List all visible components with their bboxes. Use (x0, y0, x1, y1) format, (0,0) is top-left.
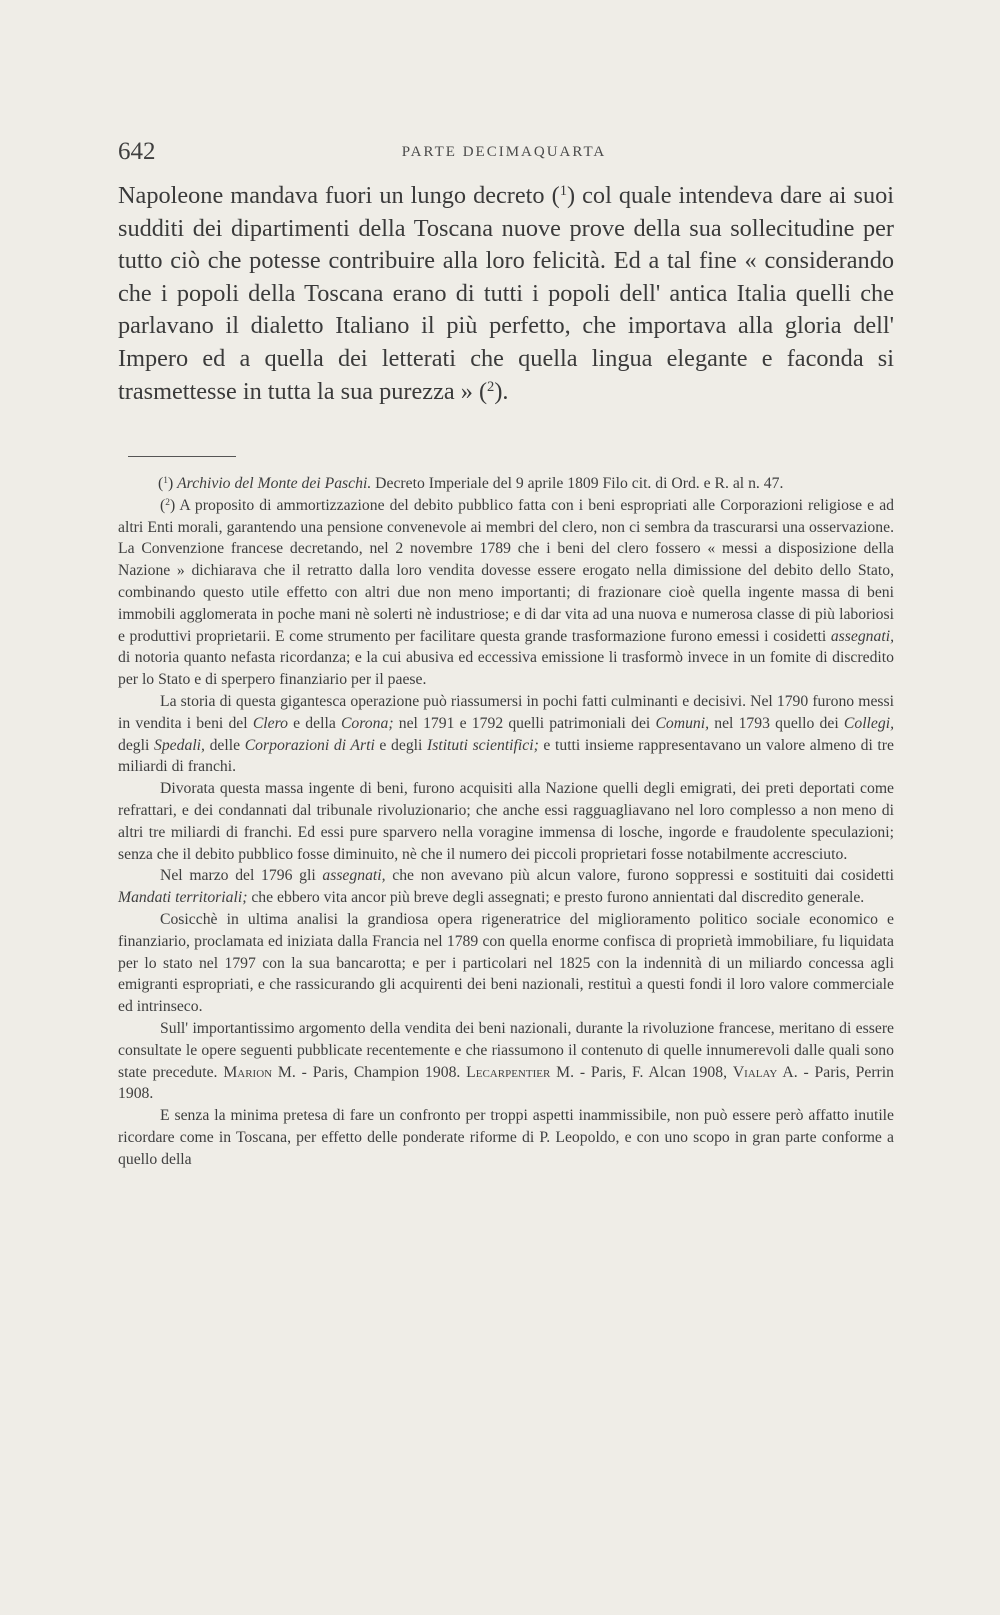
text-run: delle (204, 736, 245, 754)
text-run: e tutti insieme rappresentavano un valore almeno di tre miliardi di franchi. (118, 736, 894, 776)
text-run: Napoleone mandava fuori un lungo decreto ( (118, 182, 560, 209)
italic-text: Archivio del Monte dei Paschi. (177, 475, 372, 492)
text-run: nel 1791 e 1792 quelli patrimoniali dei (393, 714, 656, 732)
text-run: Divorata questa massa ingente di beni, furono acquisiti alla Nazione quelli degli emigrati, dei preti deportati come refrattari, e dei condannati dal tribunale rivoluzionario; che anche essi ragguagliavano nel loro complesso a non meno di altri tre miliardi di franchi. Ed essi pure sparvero nella voragine immensa di losche, ingorde e fraudolente speculazioni; senza che il debito pubblico fosse diminuito, nè che il numero dei piccoli proprietari fosse notabilmente accresciuto. (118, 780, 894, 863)
text-run: ( (160, 496, 166, 514)
text-run: nel 1793 quello dei (709, 714, 844, 732)
italic-text: Istituti scientifici; (427, 736, 539, 754)
footnote-2-para-4 (118, 865, 894, 909)
footnote-2-para-3 (118, 778, 894, 865)
italic-text: Spedali, (153, 736, 205, 754)
small-caps-name: Lecarpentier (466, 1063, 551, 1081)
footnote-2-para-5 (118, 909, 894, 1018)
text-run: M. - Paris, Champion 1908. (272, 1063, 467, 1081)
text-run: degli (118, 736, 154, 754)
italic-text: Clero (252, 714, 288, 732)
text-run: Decreto Imperiale del 9 aprile 1809 Filo cit. di Ord. e R. al n. 47. (371, 475, 784, 492)
text-run: A. - Paris, Perrin 1908. (118, 1063, 894, 1103)
italic-text: Comuni, (655, 714, 710, 732)
footnote-2-para-6 (118, 1018, 894, 1105)
text-run: Nel marzo del 1796 gli (160, 867, 323, 885)
text-run: ( (158, 475, 164, 492)
page-header (118, 138, 890, 168)
footnote-marker: 2 (487, 378, 495, 395)
footnote-2 (118, 495, 894, 691)
footnote-marker: 1 (163, 475, 168, 486)
footnote-2-para-7 (118, 1105, 894, 1170)
footnote-2-para-2 (118, 691, 894, 778)
italic-text: Corporazioni di Arti (244, 736, 375, 754)
text-run: ) A proposito di ammortizzazione del debito pubblico fatta con i beni espropriati alle Corporazioni religiose e ad altri Enti morali, garantendo una pensione convenevole ai membri del clero, non ci sembra da trascurarsi una osservazione. La Convenzione francese decretando, nel 2 novembre 1789 che i beni del clero fossero « messi a disposizione della Nazione » dichiarava che il retratto dalla loro vendita dovesse essere erogato nella dimissione del debito dello Stato, combinando questo utile effetto con altri due non meno importanti; di frazionare cioè quella ingente massa di beni immobili agglomerata in poche mani nè solerti nè industriose; e di dar vita ad una nuova e numerosa classe di più laboriosi e produttivi proprietarii. E come strumento per facilitare questa grande trasformazione furono emessi i cosidetti (118, 496, 894, 645)
italic-text: assegnati, (830, 627, 894, 645)
text-run: che non avevano più alcun valore, furono soppressi e sostituiti dai cosidetti (385, 867, 895, 885)
text-run: e degli (374, 736, 427, 754)
text-run: di notoria quanto nefasta ricordanza; e la cui abusiva ed eccessiva emissione li trasformò invece in un fomite di discredito per lo Stato e di sperpero finanziario per il paese. (118, 649, 894, 689)
small-caps-name: Marion (223, 1063, 273, 1081)
footnote-separator (128, 456, 236, 457)
italic-text: assegnati, (322, 867, 386, 885)
text-run: che ebbero vita ancor più breve degli assegnati; e presto furono annientati dal discredito generale. (247, 889, 865, 907)
running-head: PARTE DECIMAQUARTA (401, 144, 607, 160)
text-run: Cosicchè in ultima analisi la grandiosa opera rigeneratrice del miglioramento politico sociale economico e finanziario, proclamata ed iniziata dalla Francia nel 1789 con quella enorme confisca di proprietà immobiliare, fu liquidata per lo stato nel 1797 con la sua bancarotta; e per i particolari nel 1825 con la indennità di un miliardo concessa agli emigranti espropriati, e che rassicurando gli acquirenti dei beni nazionali, restituì a questi fondi il loro valore commerciale ed intrinseco. (118, 910, 894, 1016)
footnote-marker: 2 (165, 497, 170, 508)
footnote-1 (118, 473, 894, 495)
page-number: 642 (118, 138, 156, 165)
text-run: La storia di questa gigantesca operazione può riassumersi in pochi fatti culminanti e decisivi. Nel 1790 furono messi in vendita i beni del (118, 692, 894, 732)
footnotes (118, 473, 894, 1171)
italic-text: Corona; (340, 714, 394, 732)
text-run: E senza la minima pretesa di fare un confronto per troppi aspetti inammissibile, non può essere però affatto inutile ricordare come in Toscana, per effetto delle ponderate riforme di P. Leopoldo, e con uno scopo in gran parte conforme a quello della (118, 1107, 894, 1168)
text-run: M. - Paris, F. Alcan 1908, (550, 1063, 733, 1081)
text-run: ). (494, 377, 509, 405)
text-run: ) (167, 475, 178, 492)
small-caps-name: Vialay (732, 1063, 778, 1081)
footnote-marker: 1 (559, 182, 567, 199)
main-paragraph (118, 180, 894, 408)
text-run: e della (287, 714, 341, 732)
text-run: Sull' importantissimo argomento della vendita dei beni nazionali, durante la rivoluzione francese, meritano di essere consultate le opere seguenti pubblicate recentemente e che riassumono il contenuto di quelle innumerevoli dalle quali sono state precedute. (118, 1019, 894, 1081)
italic-text: Mandati territoriali; (118, 889, 248, 907)
italic-text: Collegi, (843, 714, 895, 732)
text-run: ) col quale intendeva dare ai suoi sudditi dei dipartimenti della Toscana nuove prove della sua sollecitudine per tutto ciò che potesse contribuire alla loro felicità. Ed a tal fine « considerando che i popoli della Toscana erano di tutti i popoli dell' antica Italia quelli che parlavano il dialetto Italiano il più perfetto, che importava alla gloria dell' Impero ed a quella dei letterati che quella lingua elegante e faconda si trasmettesse in tutta la sua purezza » ( (118, 182, 894, 405)
